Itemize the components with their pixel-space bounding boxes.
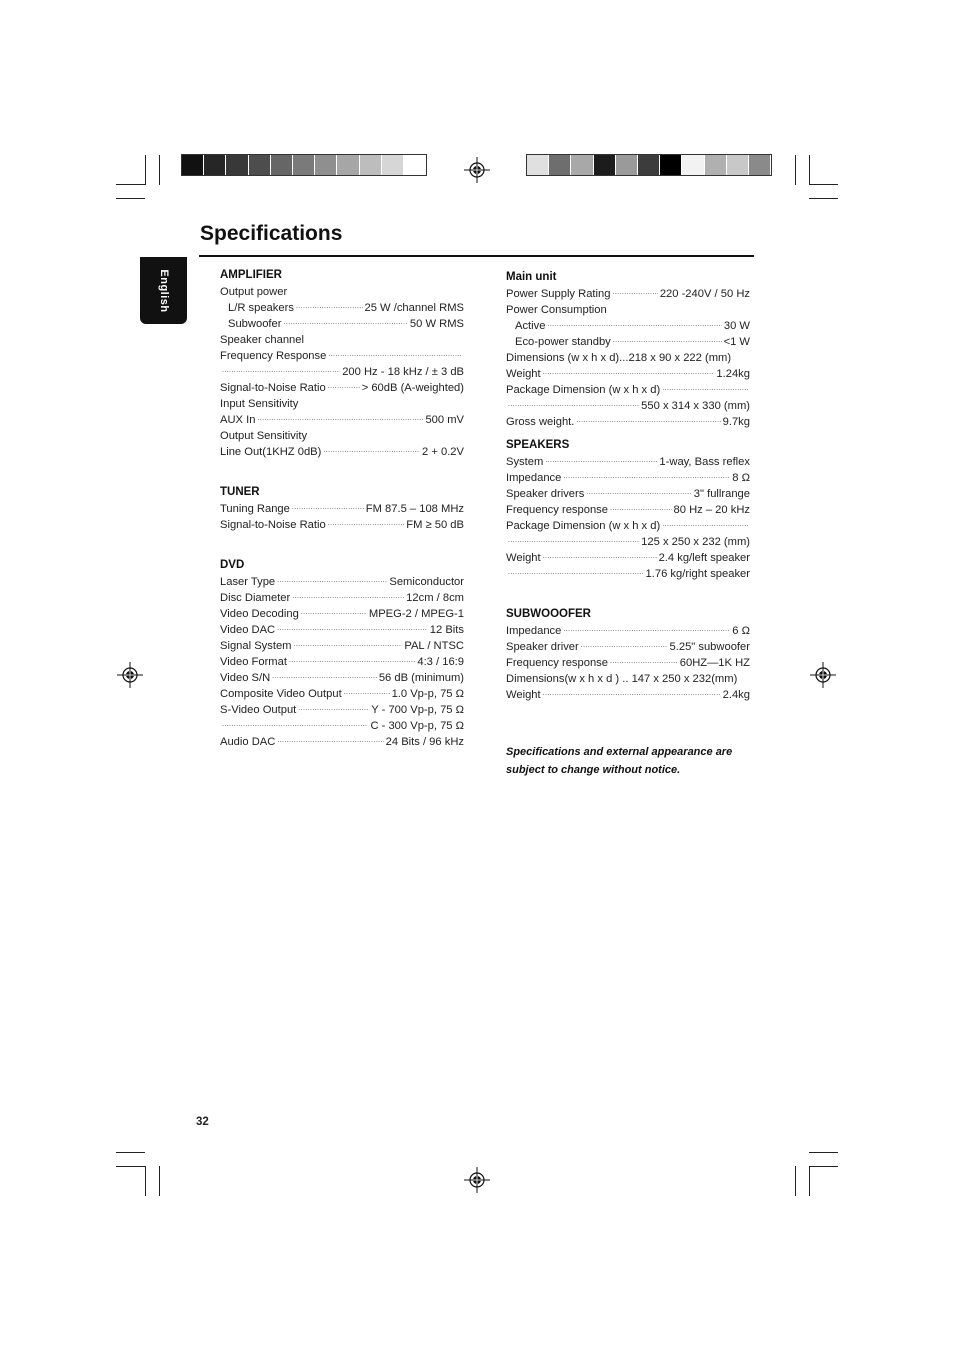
spec-value: 25 W /channel RMS [364, 302, 464, 314]
spec-subheading: Input Sensitivity [220, 398, 299, 410]
color-swatch [226, 155, 248, 175]
color-calibration-bar [526, 154, 772, 176]
dot-leader [257, 409, 423, 427]
section-heading-amplifier: AMPLIFIER [220, 269, 282, 281]
color-swatch [749, 155, 771, 175]
spec-label: Speaker drivers [506, 488, 585, 500]
crop-mark [809, 198, 838, 199]
spec-label: Tuning Range [220, 503, 290, 515]
spec-value: 50 W RMS [409, 318, 464, 330]
dot-leader [328, 514, 405, 532]
spec-row [506, 566, 750, 582]
crop-mark [116, 184, 145, 185]
spec-label: Frequency Response [220, 350, 327, 362]
spec-label: Signal-to-Noise Ratio [220, 382, 326, 394]
dot-leader [613, 331, 722, 349]
dvd-spec-list [220, 574, 464, 750]
section-heading-subwoofer: SUBWOOOFER [506, 608, 591, 620]
spec-value: 8 Ω [732, 472, 750, 484]
spec-label: Package Dimension (w x h x d) [506, 384, 661, 396]
spec-label: Speaker driver [506, 641, 579, 653]
color-swatch [182, 155, 204, 175]
spec-label: System [506, 456, 544, 468]
dot-leader [328, 377, 360, 395]
color-swatch [249, 155, 271, 175]
color-swatch [527, 155, 549, 175]
registration-target-icon [117, 662, 143, 688]
crop-mark [116, 198, 145, 199]
spec-value: 220 -240V / 50 Hz [659, 288, 750, 300]
registration-target-icon [464, 157, 490, 183]
spec-label: Disc Diameter [220, 592, 291, 604]
specs-right-column [506, 269, 750, 703]
registration-target-icon [810, 662, 836, 688]
spec-label: Weight [506, 368, 541, 380]
spec-value: 56 dB (minimum) [378, 672, 464, 684]
spec-line: Dimensions (w x h x d)...218 x 90 x 222 (mm) [506, 352, 732, 364]
spec-row [220, 670, 464, 686]
crop-mark [159, 1166, 160, 1196]
color-swatch [594, 155, 616, 175]
spec-label: Package Dimension (w x h x d) [506, 520, 661, 532]
spec-label: Audio DAC [220, 736, 276, 748]
spec-label: Impedance [506, 625, 562, 637]
spec-value: 4:3 / 16:9 [417, 656, 464, 668]
spec-value: 12cm / 8cm [406, 592, 464, 604]
spec-value: <1 W [723, 336, 750, 348]
crop-mark [809, 184, 838, 185]
spec-value: 1-way, Bass reflex [659, 456, 750, 468]
spec-label: Active [515, 320, 546, 332]
spec-value: 200 Hz - 18 kHz / ± 3 dB [342, 366, 464, 378]
spec-label: Composite Video Output [220, 688, 342, 700]
crop-mark [116, 1166, 145, 1167]
crop-mark [145, 1166, 146, 1196]
title-divider [199, 255, 754, 257]
spec-value: 550 x 314 x 330 (mm) [641, 400, 750, 412]
spec-value: 2 + 0.2V [422, 446, 464, 458]
spec-line: Dimensions(w x h x d ) .. 147 x 250 x 232(mm) [506, 673, 738, 685]
dot-leader [576, 411, 720, 429]
spec-value: 30 W [723, 320, 750, 332]
spec-value: 60HZ—1K HZ [679, 657, 750, 669]
color-swatch [682, 155, 704, 175]
spec-label: Weight [506, 552, 541, 564]
spec-label: Video Format [220, 656, 287, 668]
crop-mark [809, 1152, 838, 1153]
spec-label: Video S/N [220, 672, 271, 684]
spec-row [506, 687, 750, 703]
spec-value: MPEG-2 / MPEG-1 [368, 608, 464, 620]
color-swatch [382, 155, 404, 175]
section-heading-dvd: DVD [220, 559, 245, 571]
spec-label: Line Out(1KHZ 0dB) [220, 446, 322, 458]
crop-mark [809, 1166, 838, 1167]
page-number: 32 [196, 1116, 209, 1128]
spec-label: Frequency response [506, 657, 608, 669]
spec-value: Semiconductor [389, 576, 464, 588]
spec-label: AUX In [220, 414, 256, 426]
spec-label: Laser Type [220, 576, 276, 588]
spec-label: S-Video Output [220, 704, 297, 716]
spec-label: Signal System [220, 640, 292, 652]
color-swatch [549, 155, 571, 175]
dot-leader [610, 652, 678, 670]
spec-label: Signal-to-Noise Ratio [220, 519, 326, 531]
spec-label: Power Supply Rating [506, 288, 611, 300]
crop-mark [809, 155, 810, 185]
spec-row [506, 414, 750, 430]
spec-value: 12 Bits [429, 624, 464, 636]
crop-mark [795, 155, 796, 185]
spec-value: 125 x 250 x 232 (mm) [641, 536, 750, 548]
crop-mark [809, 1166, 810, 1196]
section-heading-main-unit: Main unit [506, 271, 557, 283]
dot-leader [612, 283, 657, 301]
color-swatch [315, 155, 337, 175]
color-swatch [337, 155, 359, 175]
spec-value: 24 Bits / 96 kHz [385, 736, 464, 748]
color-swatch [727, 155, 749, 175]
spec-label: Gross weight. [506, 416, 575, 428]
color-swatch [404, 155, 426, 175]
spec-label: Subwoofer [228, 318, 282, 330]
color-swatch [360, 155, 382, 175]
spec-row [220, 444, 464, 460]
spec-row [220, 517, 464, 533]
spec-value: 9.7kg [722, 416, 750, 428]
registration-target-icon [464, 1167, 490, 1193]
color-swatch [293, 155, 315, 175]
spec-value: 3" fullrange [693, 488, 750, 500]
spec-value: 80 Hz – 20 kHz [673, 504, 750, 516]
spec-value: 1.24kg [716, 368, 750, 380]
spec-label: Frequency response [506, 504, 608, 516]
color-calibration-bar [181, 154, 427, 176]
spec-label: Weight [506, 689, 541, 701]
spec-value: C - 300 Vp-p, 75 Ω [370, 720, 464, 732]
crop-mark [145, 155, 146, 185]
spec-subheading: Power Consumption [506, 304, 607, 316]
spec-label: Eco-power standby [515, 336, 611, 348]
spec-subheading: Output power [220, 286, 288, 298]
dot-leader [222, 361, 340, 379]
spec-value: FM 87.5 – 108 MHz [365, 503, 464, 515]
spec-row [506, 286, 750, 302]
color-swatch [271, 155, 293, 175]
spec-value: Y - 700 Vp-p, 75 Ω [371, 704, 464, 716]
spec-value: PAL / NTSC [404, 640, 464, 652]
spec-value: 2.4 kg/left speaker [658, 552, 750, 564]
spec-value: 6 Ω [732, 625, 750, 637]
page-title: Specifications [200, 222, 343, 245]
spec-value: FM ≥ 50 dB [406, 519, 464, 531]
dot-leader [662, 515, 748, 533]
crop-mark [159, 155, 160, 185]
color-swatch [638, 155, 660, 175]
spec-row [220, 412, 464, 428]
dot-leader [284, 313, 408, 331]
spec-label: L/R speakers [228, 302, 294, 314]
spec-row [506, 334, 750, 350]
crop-mark [795, 1166, 796, 1196]
language-tab [140, 257, 187, 324]
color-swatch [571, 155, 593, 175]
spec-value: 2.4kg [722, 689, 750, 701]
spec-row [220, 380, 464, 396]
dot-leader [323, 441, 420, 459]
dot-leader [662, 379, 748, 397]
spec-value: 1.76 kg/right speaker [645, 568, 750, 580]
change-notice: Specifications and external appearance are subject to change without notice. [506, 746, 733, 776]
spec-label: Video DAC [220, 624, 276, 636]
spec-value: 5.25" subwoofer [669, 641, 750, 653]
specs-left-column [220, 267, 464, 750]
spec-subheading: Output Sensitivity [220, 430, 308, 442]
dot-leader [328, 345, 462, 363]
color-swatch [705, 155, 727, 175]
section-heading-tuner: TUNER [220, 486, 260, 498]
dot-leader [508, 563, 644, 581]
spec-row [220, 316, 464, 332]
color-swatch [204, 155, 226, 175]
spec-label: Impedance [506, 472, 562, 484]
section-heading-speakers: SPEAKERS [506, 439, 570, 451]
spec-label: Video Decoding [220, 608, 299, 620]
language-tab-label: English [157, 268, 170, 313]
dot-leader [543, 684, 721, 702]
spec-subheading: Speaker channel [220, 334, 304, 346]
spec-row [220, 734, 464, 750]
color-swatch [660, 155, 682, 175]
color-swatch [616, 155, 638, 175]
spec-value: > 60dB (A-weighted) [361, 382, 464, 394]
spec-value: 1.0 Vp-p, 75 Ω [391, 688, 464, 700]
spec-row [506, 655, 750, 671]
crop-mark [116, 1152, 145, 1153]
spec-value: 500 mV [425, 414, 464, 426]
dot-leader [277, 731, 383, 749]
